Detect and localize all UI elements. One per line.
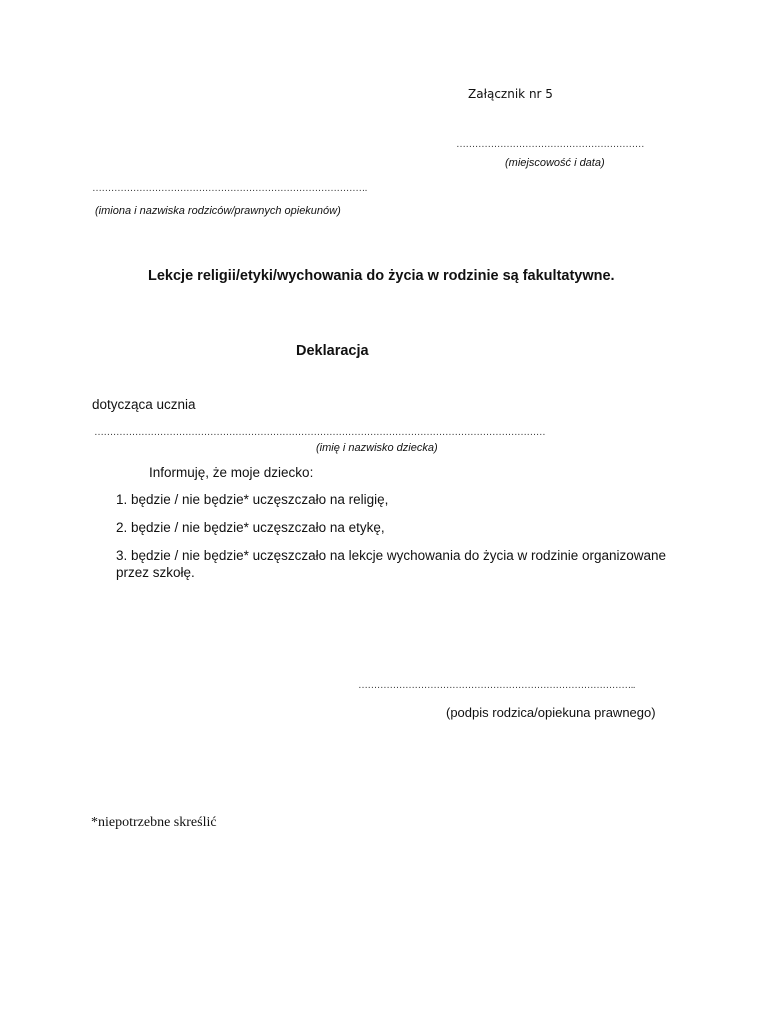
declaration-title: Deklaracja xyxy=(296,343,369,359)
inform-intro-text: Informuję, że moje dziecko: xyxy=(149,465,314,480)
child-name-line: ……………………………………………………………………………………………………………………………… xyxy=(94,427,546,438)
regarding-student-label: dotycząca ucznia xyxy=(92,397,196,412)
attachment-label: Załącznik nr 5 xyxy=(468,87,553,101)
place-date-line: …………………………………………………… xyxy=(456,139,645,150)
option-religion: 1. będzie / nie będzie* uczęszczało na religię, xyxy=(116,492,389,507)
parents-name-caption: (imiona i nazwiska rodziców/prawnych opiekunów) xyxy=(95,205,341,217)
signature-caption: (podpis rodzica/opiekuna prawnego) xyxy=(446,705,656,720)
option-ethics: 2. będzie / nie będzie* uczęszczało na etykę, xyxy=(116,520,385,535)
option-family-life-education: 3. będzie / nie będzie* uczęszczało na lekcje wychowania do życia w rodzinie organizowane przez szkołę. xyxy=(116,548,667,580)
place-date-caption: (miejscowość i data) xyxy=(505,157,605,169)
parents-name-line: ……………………………………………………………………………. xyxy=(92,183,367,194)
signature-line: …………………………………………………………………………….. xyxy=(358,680,635,691)
optional-lessons-notice: Lekcje religii/etyki/wychowania do życia w rodzinie są fakultatywne. xyxy=(148,268,615,284)
child-name-caption: (imię i nazwisko dziecka) xyxy=(316,442,438,454)
footnote: *niepotrzebne skreślić xyxy=(91,815,217,830)
